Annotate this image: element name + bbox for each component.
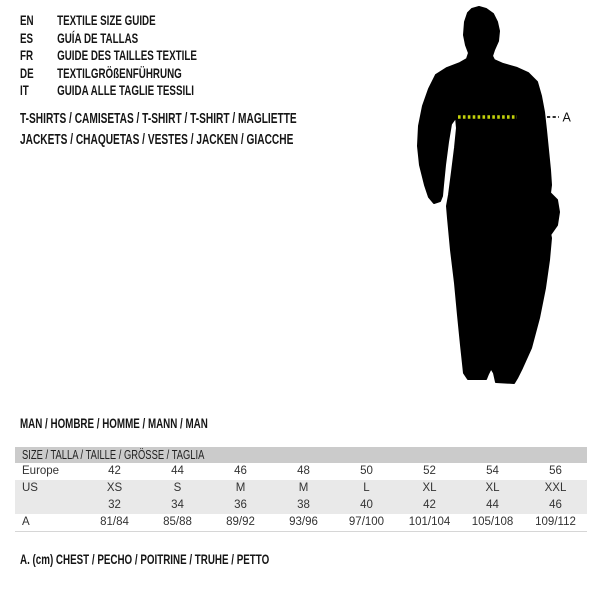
table-cell: L bbox=[363, 482, 370, 494]
section-title-text: MAN / HOMBRE / HOMME / MANN / MAN bbox=[20, 415, 208, 431]
table-cell: 105/108 bbox=[471, 516, 514, 528]
row-label: US bbox=[22, 482, 38, 494]
size-table-header-text: SIZE / TALLA / TAILLE / GRÖSSE / TAGLIA bbox=[22, 448, 205, 462]
table-row-chest-a bbox=[15, 514, 587, 531]
table-cell: 48 bbox=[297, 465, 310, 477]
lang-code: DE bbox=[20, 64, 34, 81]
table-cell: 81/84 bbox=[100, 516, 129, 528]
lang-row-fr bbox=[20, 47, 197, 65]
table-cell: 93/96 bbox=[289, 516, 318, 528]
table-cell: XL bbox=[485, 482, 500, 494]
lang-row-es bbox=[20, 30, 197, 48]
row-label: Europe bbox=[22, 465, 60, 477]
table-cell: 101/104 bbox=[408, 516, 451, 528]
table-cell: 44 bbox=[171, 465, 184, 477]
lang-row-it bbox=[20, 82, 197, 100]
lang-row-de bbox=[20, 65, 197, 83]
table-cell: XXL bbox=[544, 482, 567, 494]
category-line-jackets: JACKETS / CHAQUETAS / VESTES / JACKEN / GIACCHE bbox=[20, 131, 294, 148]
table-cell: M bbox=[298, 482, 309, 494]
man-silhouette-figure bbox=[410, 5, 585, 395]
size-table-header bbox=[15, 447, 587, 463]
category-line-tshirts: T-SHIRTS / CAMISETAS / T-SHIRT / T-SHIRT / MAGLIETTE bbox=[20, 111, 297, 127]
chest-footnote bbox=[20, 551, 376, 567]
table-cell: 34 bbox=[171, 499, 184, 511]
table-cell: 42 bbox=[108, 465, 121, 477]
table-cell: 85/88 bbox=[163, 516, 192, 528]
table-row-us bbox=[15, 480, 587, 497]
table-cell: 40 bbox=[360, 499, 373, 511]
table-row-alt-sizes bbox=[15, 497, 587, 514]
table-cell: 56 bbox=[549, 465, 562, 477]
row-label bbox=[15, 497, 83, 514]
lang-code: FR bbox=[20, 47, 34, 63]
lang-label: TEXTILE SIZE GUIDE bbox=[57, 12, 156, 28]
row-label: A bbox=[22, 516, 30, 528]
table-cell: 109/112 bbox=[535, 516, 576, 528]
table-cell: 54 bbox=[486, 465, 499, 477]
table-cell: 42 bbox=[423, 499, 436, 511]
table-cell: 50 bbox=[360, 465, 373, 477]
lang-label: GUIDA ALLE TAGLIE TESSILI bbox=[57, 82, 194, 98]
table-cell: 46 bbox=[549, 499, 562, 511]
man-silhouette-svg bbox=[410, 5, 585, 395]
section-title-man bbox=[20, 415, 288, 431]
table-cell: 32 bbox=[108, 499, 121, 511]
table-cell: 36 bbox=[234, 499, 247, 511]
language-list bbox=[20, 12, 197, 100]
lang-label: GUIDE DES TAILLES TEXTILE bbox=[57, 47, 197, 63]
table-cell: 38 bbox=[297, 499, 310, 511]
chest-footnote-text: A. (cm) CHEST / PECHO / POITRINE / TRUHE / PETTO bbox=[20, 551, 270, 567]
table-cell: M bbox=[235, 482, 246, 494]
lang-code: EN bbox=[20, 12, 34, 28]
size-table bbox=[15, 447, 587, 532]
table-cell: 52 bbox=[423, 465, 436, 477]
lang-row-en bbox=[20, 12, 197, 30]
table-cell: 44 bbox=[486, 499, 499, 511]
table-row-europe bbox=[15, 463, 587, 480]
lang-label: TEXTILGRÖßENFÜHRUNG bbox=[57, 64, 182, 81]
table-cell: XL bbox=[422, 482, 437, 494]
lang-label: GUÍA DE TALLAS bbox=[57, 29, 139, 46]
table-cell: 97/100 bbox=[348, 516, 385, 528]
measure-label-a: A bbox=[562, 110, 571, 125]
lang-code: ES bbox=[20, 29, 34, 46]
table-cell: S bbox=[173, 482, 182, 494]
table-cell: XS bbox=[106, 482, 123, 494]
table-cell: 46 bbox=[234, 465, 247, 477]
man-silhouette-shape bbox=[418, 7, 559, 383]
table-cell: 89/92 bbox=[226, 516, 255, 528]
lang-code: IT bbox=[20, 82, 29, 98]
